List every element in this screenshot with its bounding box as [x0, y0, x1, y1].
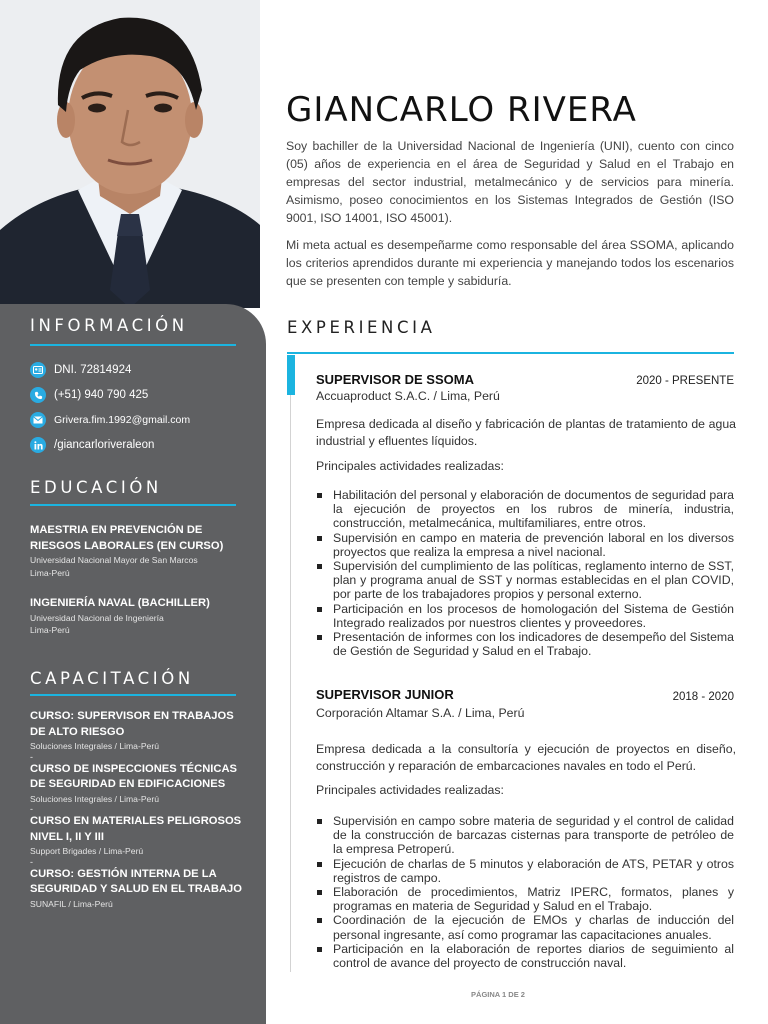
- page-number: PÁGINA 1 DE 2: [471, 990, 525, 999]
- education-item-location: Lima-Perú: [30, 625, 70, 635]
- list-item: Presentación de informes con los indicadores de desempeño del Sistema de Gestión de Seguridad y Salud en el Trabajo.: [316, 630, 734, 658]
- training-item-provider: Soluciones Integrales / Lima-Perú: [30, 793, 159, 804]
- id-card-icon: [30, 362, 46, 378]
- education-item-institution: Universidad Nacional Mayor de San Marcos: [30, 555, 198, 565]
- training-separator: -: [30, 751, 33, 762]
- list-item: Participación en los procesos de homologación del Sistema de Gestión Integrado realizados por nuestros clientes y proveedores.: [316, 602, 734, 630]
- training-item-title: CURSO DE INSPECCIONES TÉCNICAS DE SEGURIDAD EN EDIFICACIONES: [30, 762, 237, 790]
- training-rule: [30, 694, 236, 696]
- job-title: SUPERVISOR JUNIOR: [316, 687, 454, 702]
- info-heading: INFORMACIÓN: [30, 316, 188, 335]
- contact-email[interactable]: [30, 411, 190, 429]
- education-item-institution: Universidad Nacional de Ingeniería: [30, 612, 164, 623]
- job-description: Empresa dedicada al diseño y fabricación de plantas de tratamiento de agua industrial y efluentes líquidos.: [316, 417, 736, 448]
- list-item: Habilitación del personal y elaboración de documentos de seguridad para la ejecución de proyectos en los rubros de minería, industria, construcción, metalmecánica, multifamiliares, entre otros.: [316, 488, 734, 531]
- training-item-provider: Soluciones Integrales / Lima-Perú: [30, 741, 159, 751]
- training-list: [30, 709, 252, 910]
- experience-timeline: [290, 355, 291, 972]
- job-activities-label: Principales actividades realizadas:: [316, 459, 504, 473]
- job-dates: 2018 - 2020: [672, 691, 734, 703]
- education-item: [30, 523, 252, 579]
- training-separator: -: [30, 804, 33, 814]
- contact-phone-text: (+51) 940 790 425: [54, 389, 149, 401]
- contact-linkedin-text: /giancarloriveraleon: [54, 439, 155, 451]
- list-item: Ejecución de charlas de 5 minutos y elaboración de ATS, PETAR y otros registros de campo.: [316, 857, 734, 885]
- training-item-title: CURSO: GESTIÓN INTERNA DE LA SEGURIDAD Y SALUD EN EL TRABAJO: [30, 867, 242, 895]
- job-dates: 2020 - PRESENTE: [636, 375, 734, 387]
- job-company: Corporación Altamar S.A. / Lima, Perú: [316, 706, 525, 720]
- experience-rule: [287, 352, 734, 354]
- timeline-accent-bar: [287, 355, 295, 395]
- education-item: [30, 596, 252, 637]
- experience-heading: EXPERIENCIA: [287, 318, 436, 337]
- training-separator: -: [30, 856, 33, 867]
- list-item: Coordinación de la ejecución de EMOs y charlas de inducción del personal ingresante, así como programar las capacitaciones anuales.: [316, 913, 734, 941]
- contact-id: [30, 361, 131, 379]
- education-item-title: MAESTRIA EN PREVENCIÓN DE RIESGOS LABORALES (EN CURSO): [30, 524, 224, 552]
- list-item: Supervisión en campo en materia de prevención laboral en los diversos proyectos que realiza la empresa a nivel nacional.: [316, 531, 734, 559]
- contact-id-text: DNI. 72814924: [54, 364, 132, 376]
- training-heading: CAPACITACIÓN: [30, 669, 194, 688]
- education-rule: [30, 504, 236, 506]
- training-item-provider: SUNAFIL / Lima-Perú: [30, 898, 113, 909]
- education-heading: EDUCACIÓN: [30, 478, 162, 497]
- list-item: Elaboración de procedimientos, Matriz IPERC, formatos, planes y programas en materia de Seguridad y Salud en el Trabajo.: [316, 885, 734, 913]
- job-activities-list: [316, 488, 734, 658]
- training-item-provider: Support Brigades / Lima-Perú: [30, 846, 144, 856]
- list-item: Supervisión del cumplimiento de las políticas, reglamento interno de SST, plan y programa anual de SST y normas establecidas en el plan COVID, por parte de los trabajadores propios y personal externo.: [316, 559, 734, 602]
- training-item-title: CURSO EN MATERIALES PELIGROSOS NIVEL I, II Y III: [30, 815, 242, 843]
- list-item: Participación en la elaboración de reportes diarios de seguimiento al control de avance del proyecto de construcción naval.: [316, 942, 734, 970]
- phone-icon: [30, 387, 46, 403]
- contact-linkedin[interactable]: [30, 436, 154, 454]
- list-item: Supervisión en campo sobre materia de seguridad y el control de calidad de la construcción de barcazas cisternas para transporte de petróleo de la empresa Petroperú.: [316, 814, 734, 857]
- job-company: Accuaproduct S.A.C. / Lima, Perú: [316, 389, 500, 403]
- candidate-name: GIANCARLO RIVERA: [286, 90, 637, 130]
- info-rule: [30, 344, 236, 346]
- email-icon: [30, 412, 46, 428]
- summary-goal-paragraph: Mi meta actual es desempeñarme como responsable del área SSOMA, aplicando los criterios aprendidos durante mi experiencia y manejando todos los escenarios que se presenten con temple y sabiduría.: [286, 238, 734, 288]
- linkedin-icon: [30, 437, 46, 453]
- education-item-title: INGENIERÍA NAVAL (BACHILLER): [30, 597, 210, 609]
- job-activities-label: Principales actividades realizadas:: [316, 783, 504, 797]
- summary-paragraph: Soy bachiller de la Universidad Nacional de Ingeniería (UNI), cuento con cinco (05) años de experiencia en el área de Seguridad y Salud en el Trabajo en empresas del sector industrial, metalmecánico y de servicios para minería. Asimismo, poseo conocimientos en los Sistemas Integrados de Gestión (ISO 9001, ISO 14001, ISO 45001).: [286, 139, 734, 225]
- contact-email-text: Grivera.fim.1992@gmail.com: [54, 414, 191, 426]
- job-title: SUPERVISOR DE SSOMA: [316, 372, 474, 387]
- profile-photo: [0, 0, 260, 308]
- education-item-location: Lima-Perú: [30, 567, 70, 578]
- training-item-title: CURSO: SUPERVISOR EN TRABAJOS DE ALTO RIESGO: [30, 710, 234, 738]
- job-description: Empresa dedicada a la consultoría y ejecución de proyectos en diseño, construcción y reparación de embarcaciones navales en todo el Perú.: [316, 742, 736, 773]
- contact-phone[interactable]: [30, 386, 148, 404]
- job-activities-list: [316, 814, 734, 970]
- profile-photo-illustration: [0, 0, 260, 308]
